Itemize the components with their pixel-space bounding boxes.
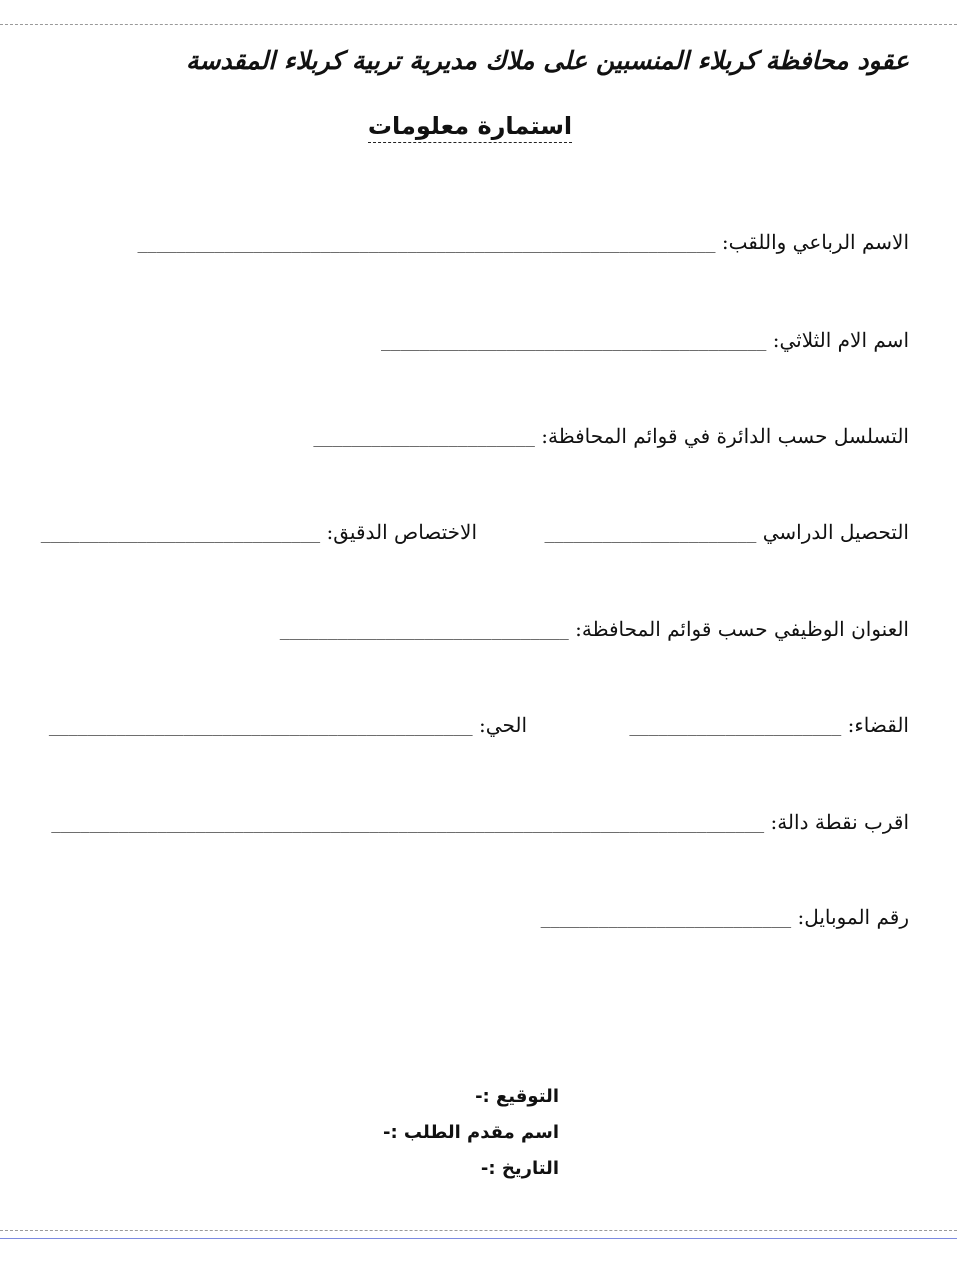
field-job-title-line[interactable]: ______________________________ [279,621,569,640]
field-education-label: التحصيل الدراسي [762,520,909,544]
field-specialization-label: الاختصاص الدقيق: [326,520,477,544]
field-landmark-line[interactable]: __________________________________________________________________________ [51,814,765,833]
field-district [629,713,909,737]
field-mother-name [381,328,909,352]
field-full-name-line[interactable]: ____________________________________________________________ [137,234,716,253]
field-neighborhood-label: الحي: [479,713,527,737]
field-neighborhood [49,713,527,737]
field-sequence-label: التسلسل حسب الدائرة في قوائم المحافظة: [541,424,909,448]
field-neighborhood-line[interactable]: ____________________________________________ [48,717,473,736]
date-label: التاريخ :- [480,1158,559,1179]
field-job-title-label: العنوان الوظيفي حسب قوائم المحافظة: [575,617,909,641]
bottom-dashed-border [0,1230,957,1231]
field-mother-name-label: اسم الام الثلاثي: [772,328,909,352]
field-full-name [138,230,909,254]
field-mobile-line[interactable]: __________________________ [540,909,792,928]
form-title-text: استمارة معلومات [368,112,572,143]
top-dashed-border [0,24,957,25]
field-district-label: القضاء: [847,713,909,737]
field-education [544,520,909,544]
field-district-line[interactable]: ______________________ [629,717,842,736]
document-header: عقود محافظة كربلاء المنسبين على ملاك مديرية تربية كربلاء المقدسة [186,46,909,75]
bottom-blue-rule [0,1238,957,1239]
field-specialization [41,520,477,544]
signature-label: التوقيع :- [475,1086,559,1107]
field-sequence-line[interactable]: _______________________ [313,428,535,447]
field-sequence [313,424,909,448]
field-specialization-line[interactable]: _____________________________ [40,524,321,543]
field-education-line[interactable]: ______________________ [544,524,757,543]
field-job-title [280,617,909,641]
applicant-name-label: اسم مقدم الطلب :- [382,1122,559,1143]
field-landmark [51,810,909,834]
field-mobile-label: رقم الموبايل: [797,905,909,929]
field-full-name-label: الاسم الرباعي واللقب: [721,230,909,254]
field-landmark-label: اقرب نقطة دالة: [770,810,909,834]
form-title [300,112,640,140]
field-mother-name-line[interactable]: ________________________________________ [381,332,767,351]
field-mobile [541,905,909,929]
